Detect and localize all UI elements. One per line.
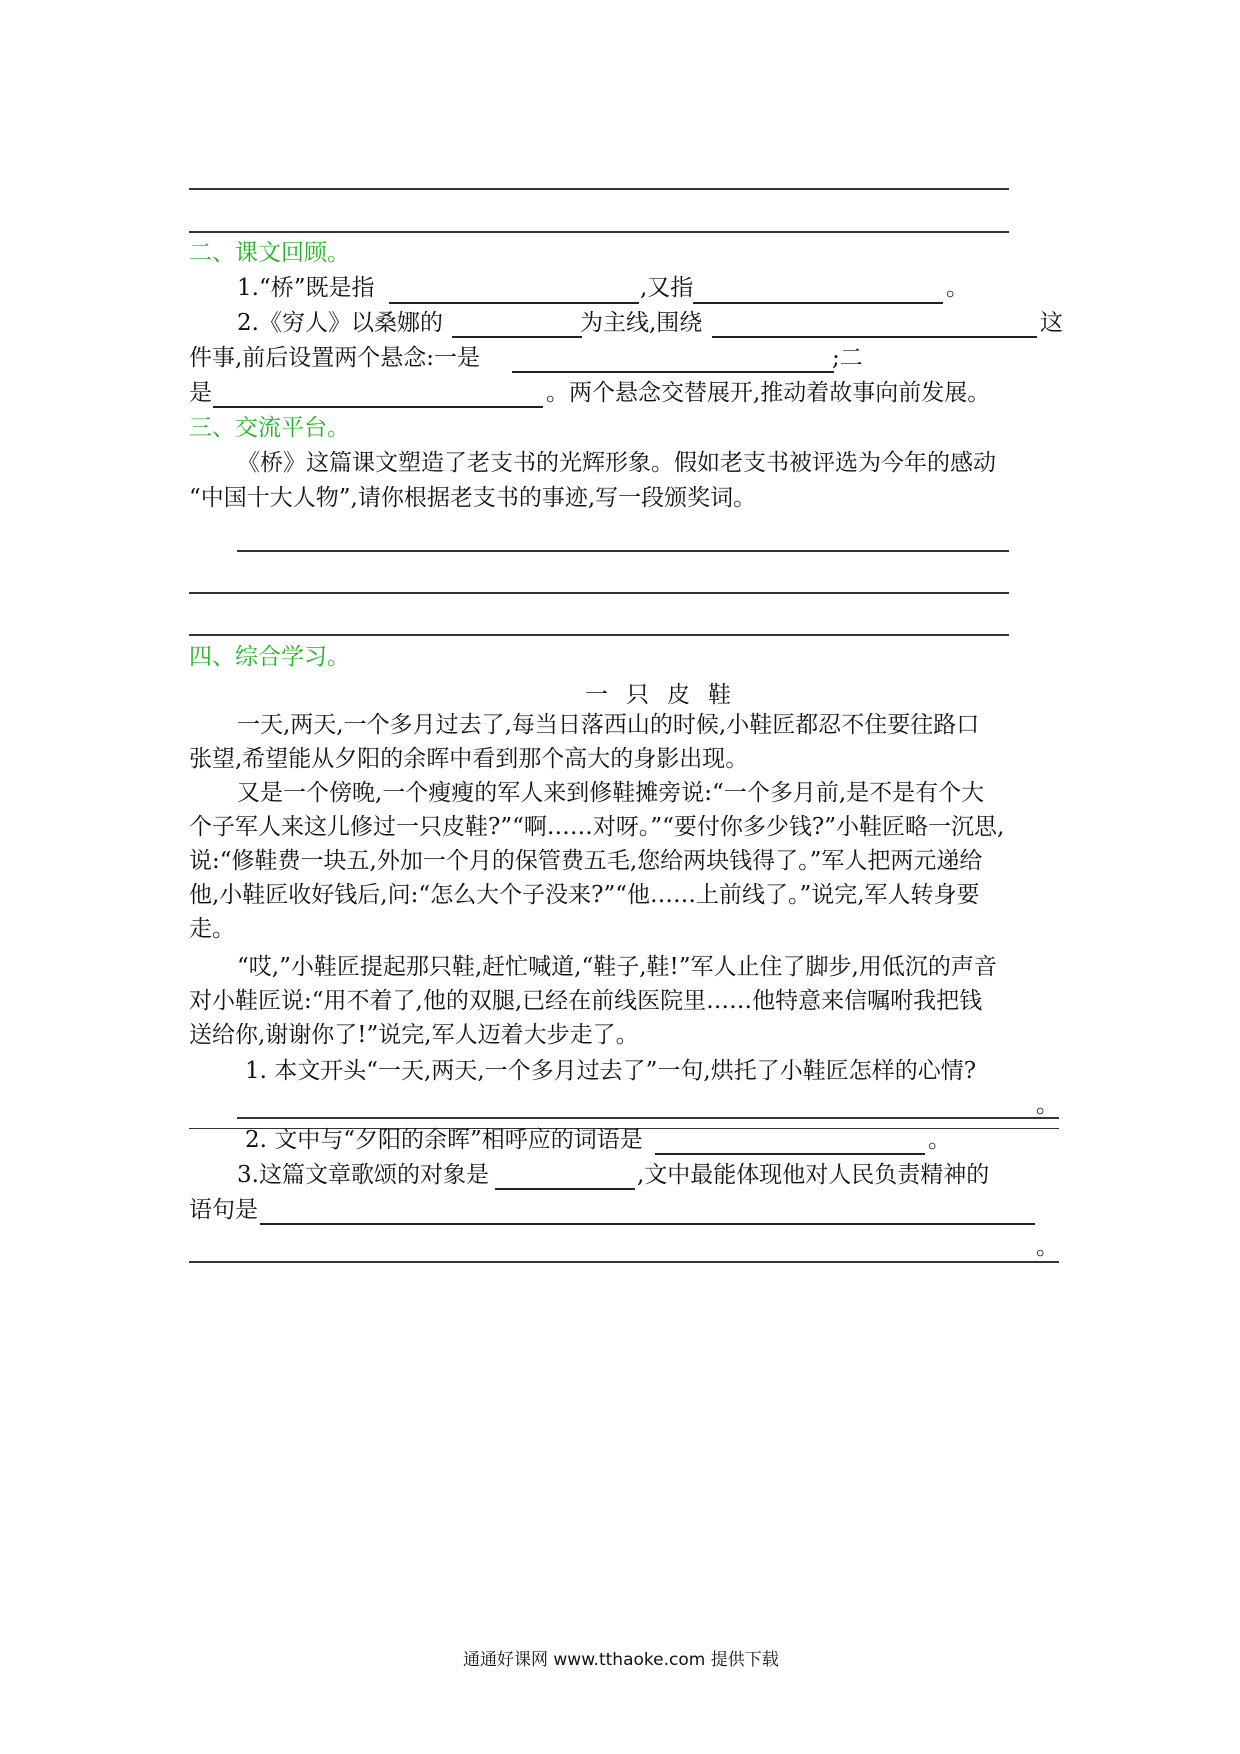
story-line: 送给你,谢谢你了!”说完,军人迈着大步走了。: [189, 1022, 639, 1048]
blank-field[interactable]: [260, 1223, 1035, 1225]
question-text: 2. 文中与“夕阳的余晖”相呼应的词语是: [245, 1127, 643, 1153]
question-text: 3.这篇文章歌颂的对象是: [237, 1162, 489, 1188]
section-heading: 二、课文回顾。: [189, 240, 350, 266]
paragraph-line: “中国十大人物”,请你根据老支书的事迹,写一段颁奖词。: [189, 485, 757, 511]
answer-line[interactable]: [189, 592, 1009, 594]
story-line: 又是一个傍晚,一个瘦瘦的军人来到修鞋摊旁说:“一个多月前,是不是有个大: [237, 780, 985, 806]
question-text: 为主线,围绕: [580, 310, 703, 336]
blank-field[interactable]: [512, 371, 834, 373]
question-text: 是: [189, 380, 212, 406]
blank-field[interactable]: [452, 336, 582, 338]
answer-line[interactable]: [237, 550, 1009, 552]
story-line: 对小鞋匠说:“用不着了,他的双腿,已经在前线医院里……他特意来信嘱咐我把钱: [189, 988, 983, 1014]
answer-line[interactable]: [189, 231, 1009, 233]
question-text: ,文中最能体现他对人民负责精神的: [637, 1162, 990, 1188]
question-end: 。: [1036, 1092, 1059, 1118]
blank-field[interactable]: [495, 1188, 635, 1190]
question-end: 。: [928, 1127, 951, 1153]
story-line: 张望,希望能从夕阳的余晖中看到那个高大的身影出现。: [189, 746, 749, 772]
blank-field[interactable]: [213, 406, 543, 408]
blank-field[interactable]: [389, 302, 639, 304]
answer-line[interactable]: [189, 634, 1009, 636]
paragraph-line: 《桥》这篇课文塑造了老支书的光辉形象。假如老支书被评选为今年的感动: [237, 450, 996, 476]
story-line: 走。: [189, 916, 235, 942]
question-text: ,又指: [640, 275, 694, 301]
blank-field[interactable]: [693, 302, 943, 304]
answer-line[interactable]: [189, 188, 1009, 190]
story-line: 个子军人来这儿修过一只皮鞋?”“啊……对呀。”“要付你多少钱?”小鞋匠略一沉思,: [189, 814, 1005, 840]
story-title: 一只皮鞋: [585, 682, 749, 708]
section-heading: 三、交流平台。: [189, 415, 350, 441]
question-text: 2.《穷人》以桑娜的: [237, 310, 443, 336]
story-line: 他,小鞋匠收好钱后,问:“怎么大个子没来?”“他……上前线了。”说完,军人转身要: [189, 882, 980, 908]
question-text: 1. 本文开头“一天,两天,一个多月过去了”一句,烘托了小鞋匠怎样的心情?: [245, 1058, 977, 1084]
question-text: ;二: [832, 345, 863, 371]
answer-line[interactable]: [237, 1117, 1059, 1119]
story-line: 说:“修鞋费一块五,外加一个月的保管费五毛,您给两块钱得了。”军人把两元递给: [189, 848, 983, 874]
question-text: 语句是: [189, 1197, 258, 1223]
answer-line[interactable]: [189, 1261, 1059, 1263]
question-end: 。: [1036, 1234, 1059, 1260]
story-line: 一天,两天,一个多月过去了,每当日落西山的时候,小鞋匠都忍不住要往路口: [237, 712, 980, 738]
question-text: 这: [1040, 310, 1063, 336]
question-text: 1.“桥”既是指: [237, 275, 375, 301]
blank-field[interactable]: [655, 1153, 925, 1155]
question-text: 。: [946, 275, 969, 301]
question-text: 。两个悬念交替展开,推动着故事向前发展。: [546, 380, 991, 406]
story-line: “哎,”小鞋匠提起那只鞋,赶忙喊道,“鞋子,鞋!”军人止住了脚步,用低沉的声音: [237, 954, 997, 980]
question-text: 件事,前后设置两个悬念:一是: [189, 345, 481, 371]
section-heading: 四、综合学习。: [189, 644, 350, 670]
footer-text: 通通好课网 www.tthaoke.com 提供下载: [463, 1650, 779, 1670]
blank-field[interactable]: [712, 336, 1037, 338]
